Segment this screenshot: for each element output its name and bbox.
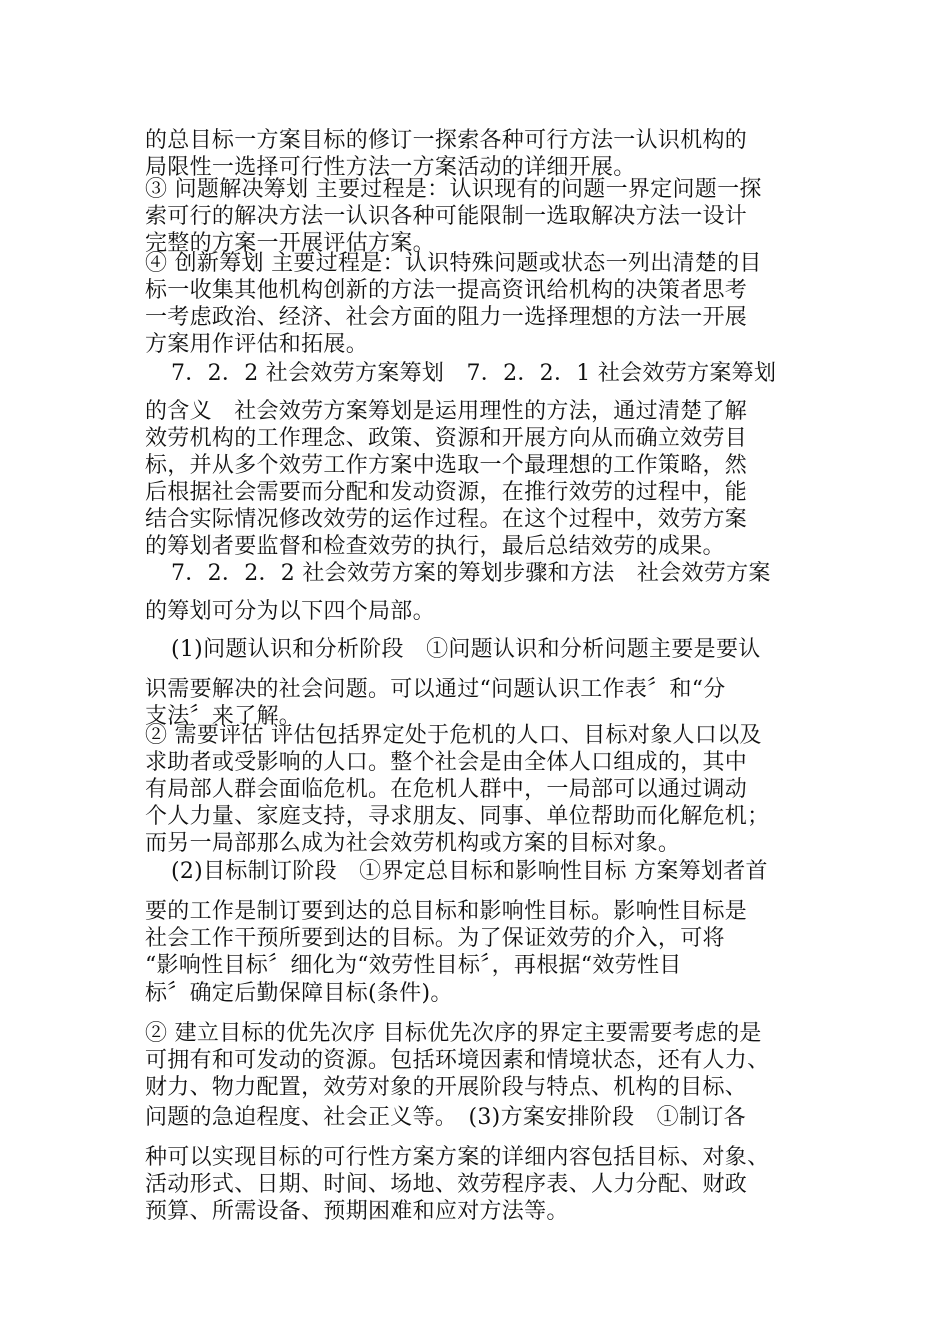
text-line: 一考虑政治、经济、社会方面的阻力一选择理想的方法一开展	[145, 305, 748, 330]
text-line: 7．2．2．2 社会效劳方案的筹划步骤和方法 社会效劳方案	[171, 561, 771, 586]
text-line: 标〞确定后勤保障目标(条件)。	[145, 981, 453, 1006]
para-definition	[145, 398, 810, 560]
text-line: 问题的急迫程度、社会正义等。 (3)方案安排阶段 ①制订各	[145, 1105, 746, 1130]
text-line: 识需要解决的社会问题。可以通过“问题认识工作表〞和“分	[145, 677, 726, 702]
section-7-2-2-heading	[145, 360, 836, 387]
para-innovation-planning	[145, 250, 810, 358]
para-needs-assessment	[145, 722, 810, 857]
para-plan-process-continued	[145, 127, 810, 181]
text-line: (1)问题认识和分析阶段 ①问题认识和分析问题主要是要认	[171, 637, 761, 662]
para-stage-3-body	[145, 1144, 810, 1225]
text-line: ④ 创新筹划 主要过程是：认识特殊问题或状态一列出清楚的目	[145, 251, 762, 276]
text-line: 7．2．2 社会效劳方案筹划 7．2．2．1 社会效劳方案筹划	[171, 361, 777, 386]
text-line: 求助者或受影响的人口。整个社会是由全体人口组成的，其中	[145, 750, 748, 775]
text-line: 局限性一选择可行性方法一方案活动的详细开展。	[145, 155, 636, 180]
text-line: 而另一局部那么成为社会效劳机构或方案的目标对象。	[145, 831, 681, 856]
para-priority	[145, 1020, 810, 1101]
text-line: 标一收集其他机构创新的方法一提高资讯给机构的决策者思考	[145, 278, 748, 303]
text-line: 的含义 社会效劳方案筹划是运用理性的方法，通过清楚了解	[145, 399, 748, 424]
stage-2-heading	[145, 858, 836, 885]
text-line: 活动形式、日期、时间、场地、效劳程序表、人力分配、财政	[145, 1172, 748, 1197]
text-line: 的筹划者要监督和检查效劳的执行，最后总结效劳的成果。	[145, 534, 725, 559]
text-line: “影响性目标〞细化为“效劳性目标〞，再根据“效劳性目	[145, 953, 682, 978]
text-line: 标，并从多个效劳工作方案中选取一个最理想的工作策略，然	[145, 453, 748, 478]
text-line: 种可以实现目标的可行性方案方案的详细内容包括目标、对象、	[145, 1145, 770, 1170]
text-line: 社会工作干预所要到达的目标。为了保证效劳的介入，可将	[145, 926, 725, 951]
text-line: 个人力量、家庭支持，寻求朋友、同事、单位帮助而化解危机；	[145, 804, 770, 829]
text-line: 索可行的解决方法一认识各种可能限制一选取解决方法一设计	[145, 204, 748, 229]
para-four-parts	[145, 598, 810, 625]
para-stage-2-body	[145, 898, 810, 979]
stage-1-heading	[145, 636, 836, 663]
text-line: 的总目标一方案目标的修订一探索各种可行方法一认识机构的	[145, 128, 748, 153]
text-line: 有局部人群会面临危机。在危机人群中，一局部可以通过调动	[145, 777, 748, 802]
text-line: ② 建立目标的优先次序 目标优先次序的界定主要需要考虑的是	[145, 1021, 762, 1046]
section-7-2-2-2-heading	[145, 560, 836, 587]
text-line: (2)目标制订阶段 ①界定总目标和影响性目标 方案筹划者首	[171, 859, 768, 884]
text-line: 完整的方案一开展评估方案。	[145, 231, 435, 256]
text-line: 方案用作评估和拓展。	[145, 332, 369, 357]
text-line: 预算、所需设备、预期困难和应对方法等。	[145, 1199, 569, 1224]
text-line: 要的工作是制订要到达的总目标和影响性目标。影响性目标是	[145, 899, 748, 924]
text-line: 财力、物力配置，效劳对象的开展阶段与特点、机构的目标、	[145, 1075, 748, 1100]
text-line: 支法〞来了解。	[145, 704, 302, 729]
text-line: 的筹划可分为以下四个局部。	[145, 599, 435, 624]
para-priority-end	[145, 1104, 810, 1131]
text-line: 后根据社会需要而分配和发动资源，在推行效劳的过程中，能	[145, 480, 748, 505]
text-line: 可拥有和可发动的资源。包括环境因素和情境状态，还有人力、	[145, 1048, 770, 1073]
para-problem-solving-planning	[145, 176, 810, 257]
para-stage-2-body-end	[145, 980, 810, 1007]
text-line: 效劳机构的工作理念、政策、资源和开展方向从而确立效劳目	[145, 426, 748, 451]
text-line: ③ 问题解决筹划 主要过程是：认识现有的问题一界定问题一探	[145, 177, 762, 202]
text-line: ② 需要评估 评估包括界定处于危机的人口、目标对象人口以及	[145, 723, 762, 748]
text-line: 结合实际情况修改效劳的运作过程。在这个过程中，效劳方案	[145, 507, 748, 532]
